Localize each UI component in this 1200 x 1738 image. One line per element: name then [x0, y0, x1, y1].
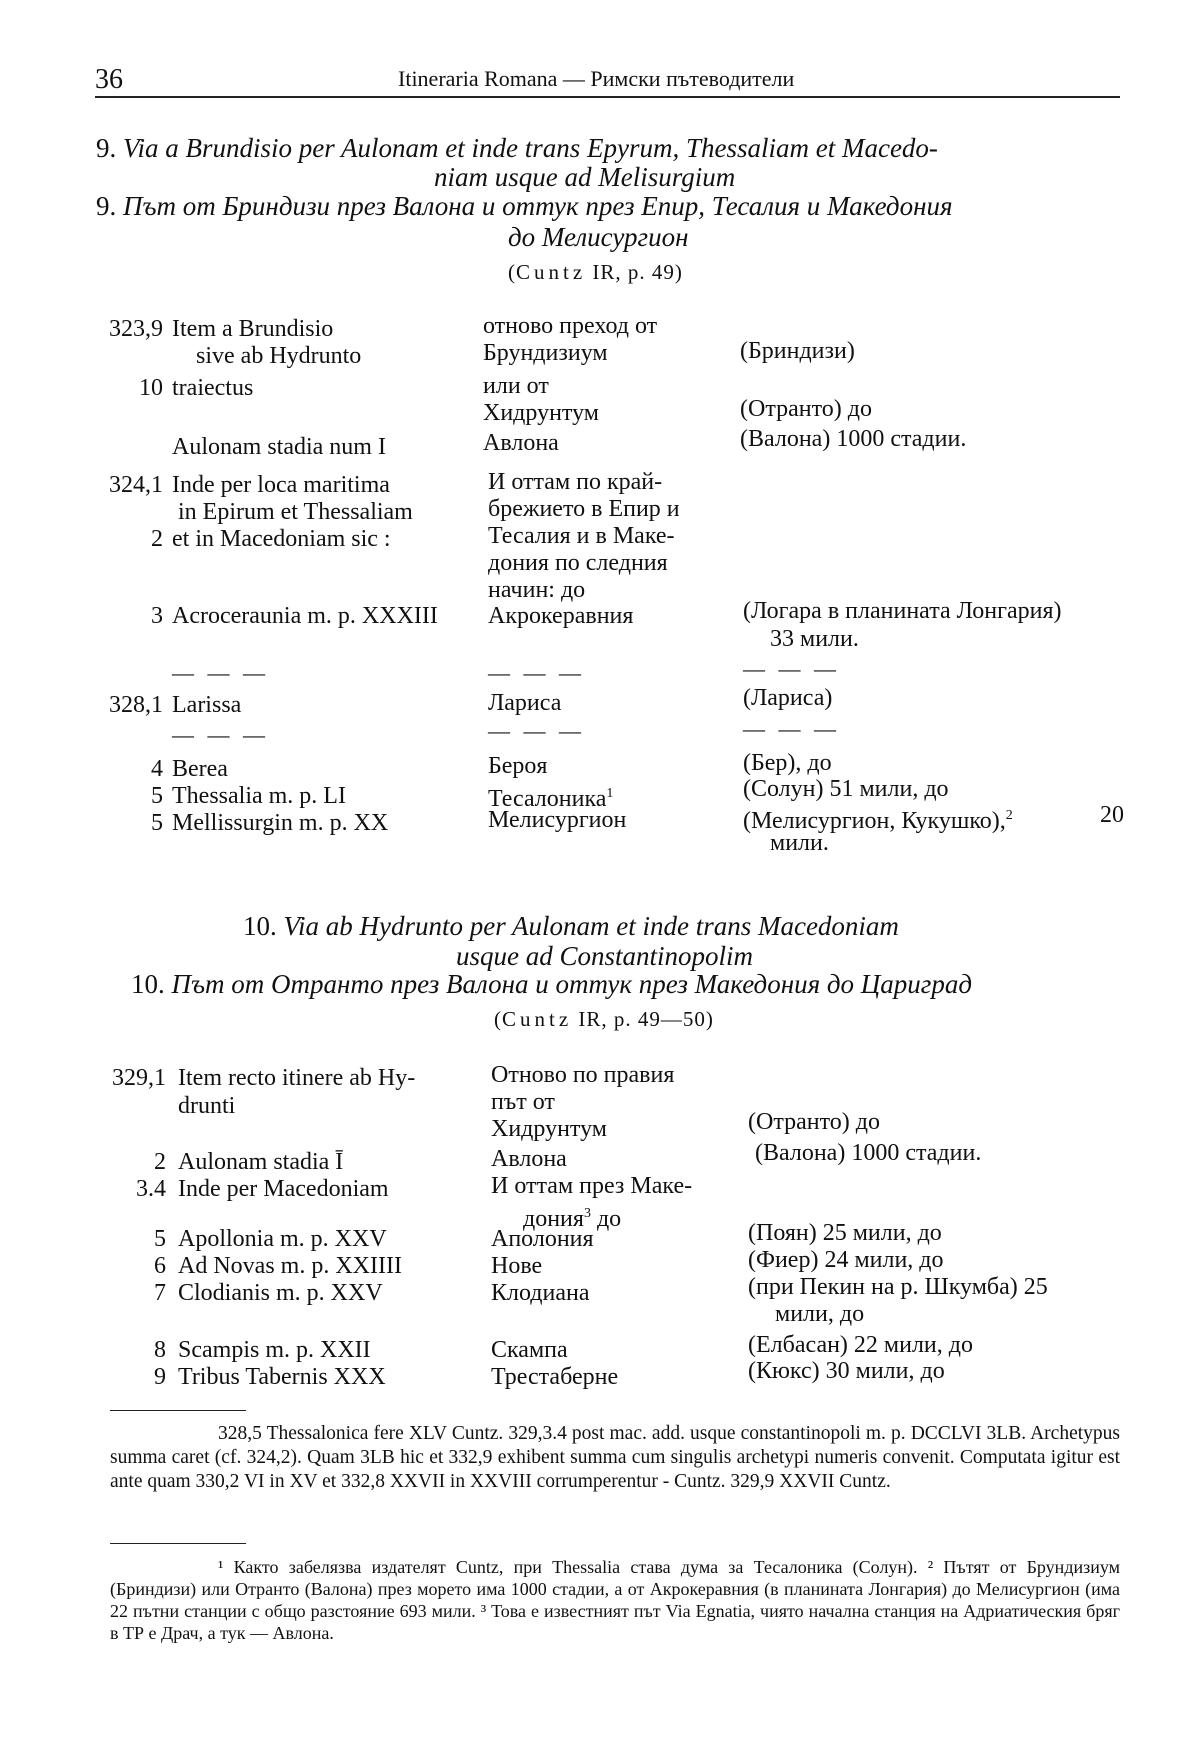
- bg-text: Тесалоника$^1$: [488, 786, 614, 812]
- note-text: (Бриндизи): [740, 338, 855, 364]
- row-number: 4: [151, 756, 163, 782]
- section-9-bg-title: 9. Път от Бриндизи през Валона и оттук през Епир, Тесалия и Македония: [96, 191, 953, 221]
- bg-text: Мелисургион: [488, 807, 627, 833]
- row-number: 324,1: [109, 472, 163, 498]
- footnote-rule: [110, 1543, 246, 1544]
- row-number: 9: [154, 1364, 166, 1390]
- separator: — — —: [172, 660, 269, 685]
- latin-apparatus: 328,5 Thessalonica fere XLV Cuntz. 329,3.4 post mac. add. usque constantinopoli m. p. DCCLVI 3LB. Archetypus summa caret (cf. 324,2). Quam 3LB hic et 332,9 exhibent summa cum singulis archetypi numeris convenit. Computata igitur est ante quam 330,2 VI in XV et 332,8 XXVII in XXVIII corrumperentur - Cuntz. 329,9 XXVII Cuntz.: [110, 1423, 1120, 1492]
- bg-text: Клодиана: [491, 1280, 590, 1306]
- note-text: мили, до: [775, 1301, 865, 1327]
- bg-text: начин: до: [488, 577, 586, 603]
- bg-text: И оттам по край-: [488, 469, 663, 495]
- bg-text: Аполония: [491, 1226, 594, 1252]
- header-rule: [95, 96, 1120, 98]
- section-10-bg-title: 10. Път от Отранто през Валона и оттук през Македония до Цариград: [131, 969, 972, 999]
- bg-text: И оттам през Маке-: [491, 1173, 693, 1199]
- note-text: (Лариса): [743, 685, 833, 711]
- note-text: (Бер), до: [743, 750, 832, 776]
- bg-text: Брундизиум: [483, 340, 608, 366]
- bulgarian-footnotes: ¹ Както забелязва издателят Cuntz, при Thessalia става дума за Тесалоника (Солун). ² Пътят от Брундизиум (Бриндизи) или Отранто (Валона) през морето има 1000 стадии, а от Акрокеравния (в планината Лонгария) до Мелисургион (има 22 пътни станции с общо разстояние 693 мили. ³ Това е известният път Via Egnatia, чиято начална станция на Адриатическия бряг в ТР е Драч, а тук — Авлона.: [110, 1557, 1120, 1643]
- note-text: 33 мили.: [770, 626, 859, 652]
- row-number: 329,1: [112, 1065, 166, 1091]
- latin-text: Ad Novas m. p. XXIIII: [178, 1253, 402, 1279]
- separator: — — —: [488, 660, 585, 685]
- latin-text: traiectus: [172, 375, 254, 401]
- section-9-latin-title-cont: niam usque ad Melisurgium: [434, 162, 736, 192]
- running-title: Itineraria Romana — Римски пътеводители: [398, 66, 795, 91]
- bg-text: Тесалия и в Маке-: [488, 523, 675, 549]
- latin-text: Tribus Tabernis XXX: [178, 1364, 386, 1390]
- note-text: (Солун) 51 мили, до: [743, 776, 949, 802]
- row-number: 5: [151, 810, 163, 836]
- bg-text: Нове: [491, 1253, 543, 1279]
- section-10-latin-title: 10. Via ab Hydrunto per Aulonam et inde trans Macedoniam: [243, 911, 899, 941]
- note-text: (Отранто) до: [748, 1109, 880, 1135]
- row-number: 10: [139, 375, 163, 401]
- latin-text: Apollonia m. p. XXV: [178, 1226, 387, 1252]
- bg-text: Лариса: [488, 690, 562, 716]
- section-9-source: (Cuntz IR, p. 49): [508, 260, 683, 284]
- row-number: 2: [151, 526, 163, 552]
- latin-text: Scampis m. p. XXII: [178, 1337, 371, 1363]
- bg-text: път от: [491, 1089, 555, 1115]
- latin-text: Inde per loca maritima: [172, 472, 390, 498]
- bg-text: Трестаберне: [491, 1364, 619, 1390]
- row-number: 2: [154, 1149, 166, 1175]
- latin-text: et in Macedoniam sic :: [172, 526, 391, 552]
- note-text: (при Пекин на р. Шкумба) 25: [748, 1274, 1048, 1300]
- bg-text: дония$^3$ до: [523, 1206, 622, 1232]
- section-10-source: (Cuntz IR, p. 49—50): [494, 1007, 714, 1031]
- note-text: (Валона) 1000 стадии.: [740, 426, 967, 452]
- latin-text: Larissa: [172, 692, 242, 718]
- separator: — — —: [488, 718, 585, 743]
- bg-text: Авлона: [483, 430, 559, 456]
- note-text: (Фиер) 24 мили, до: [748, 1247, 944, 1273]
- bg-text: Авлона: [491, 1146, 567, 1172]
- row-number: 5: [151, 783, 163, 809]
- bg-text: Акрокеравния: [488, 603, 634, 629]
- bg-text: Хидрунтум: [491, 1116, 607, 1142]
- latin-text: Aulonam stadia num I: [172, 434, 386, 460]
- latin-text: Acroceraunia m. p. XXXIII: [172, 603, 438, 629]
- page-number: 36: [95, 64, 123, 95]
- latin-text: sive ab Hydrunto: [196, 343, 362, 369]
- bg-text: дония по следния: [488, 550, 668, 576]
- section-9-bg-title-cont: до Мелисургион: [508, 222, 689, 252]
- latin-text: Thessalia m. p. LI: [172, 783, 346, 809]
- note-text: (Отранто) до: [740, 396, 872, 422]
- bg-text: Скампа: [491, 1337, 568, 1363]
- separator: — — —: [743, 716, 840, 741]
- row-number: 328,1: [109, 692, 163, 718]
- footnote-ref: 1: [606, 786, 614, 801]
- note-text: 20: [1100, 802, 1124, 828]
- footnote-ref: 3: [583, 1206, 591, 1221]
- row-number: 323,9: [109, 316, 163, 342]
- row-number: 7: [154, 1280, 166, 1306]
- latin-text: Inde per Macedoniam: [178, 1176, 389, 1202]
- footnote-rule: [110, 1410, 246, 1411]
- row-number: 6: [154, 1253, 166, 1279]
- row-number: 3.4: [136, 1176, 166, 1202]
- latin-text: Item recto itinere ab Hy-: [178, 1065, 416, 1091]
- bg-text: брежието в Епир и: [488, 496, 680, 522]
- row-number: 3: [151, 603, 163, 629]
- latin-text: in Epirum et Thessaliam: [178, 499, 413, 525]
- latin-text: Mellissurgin m. p. XX: [172, 810, 389, 836]
- latin-text: Item a Brundisio: [172, 316, 334, 342]
- note-text: (Мелисургион, Кукушко),$^2$: [743, 808, 1013, 834]
- latin-text: Clodianis m. p. XXV: [178, 1280, 383, 1306]
- note-text: (Елбасан) 22 мили, до: [748, 1332, 973, 1358]
- row-number: 8: [154, 1337, 166, 1363]
- note-text: (Валона) 1000 стадии.: [755, 1140, 982, 1166]
- bg-text: или от: [483, 373, 549, 399]
- row-number: 5: [154, 1226, 166, 1252]
- note-text: (Кюкс) 30 мили, до: [748, 1358, 945, 1384]
- separator: — — —: [172, 722, 269, 747]
- note-text: (Поян) 25 мили, до: [748, 1220, 942, 1246]
- bg-text: Отново по правия: [491, 1062, 675, 1088]
- bg-text: отново преход от: [483, 313, 658, 339]
- footnote-ref: 2: [1005, 808, 1013, 823]
- section-9-latin-title: 9. Via a Brundisio per Aulonam et inde trans Epyrum, Thessaliam et Macedo-: [96, 133, 938, 163]
- latin-text: drunti: [178, 1093, 236, 1119]
- separator: — — —: [743, 656, 840, 681]
- note-text: (Логара в планината Лонгария): [743, 598, 1062, 624]
- note-text: мили.: [770, 830, 829, 856]
- latin-text: Berea: [172, 756, 228, 782]
- bg-text: Хидрунтум: [483, 400, 599, 426]
- section-10-latin-title-cont: usque ad Constantinopolim: [456, 941, 754, 971]
- bg-text: Берoя: [488, 753, 548, 779]
- latin-text: Aulonam stadia Ī: [178, 1149, 344, 1175]
